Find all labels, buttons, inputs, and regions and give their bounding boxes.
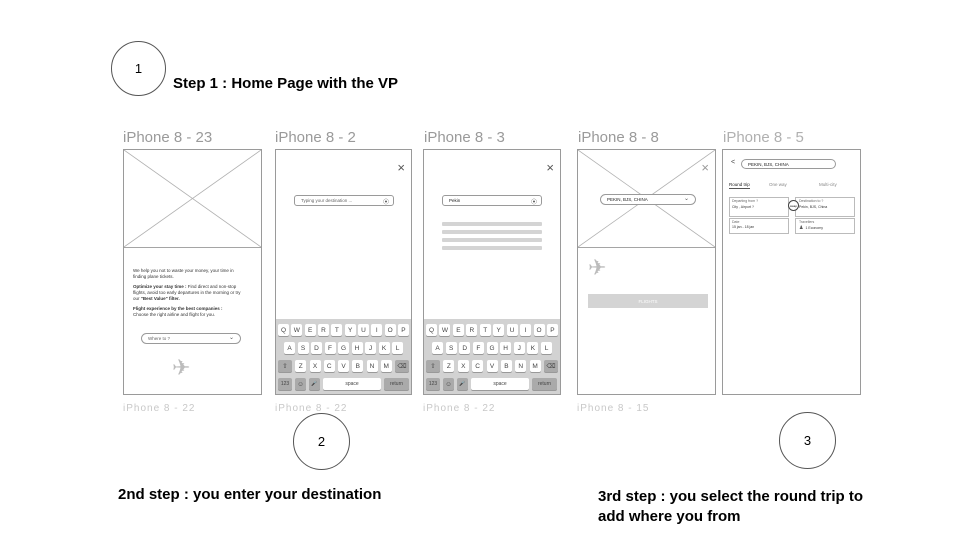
keyboard-row — [278, 378, 409, 390]
keyboard-row — [432, 342, 552, 354]
key[interactable]: Y — [345, 324, 356, 336]
key[interactable]: I — [520, 324, 531, 336]
vp-rest: Find direct and non-stop — [186, 284, 237, 289]
flights-button[interactable] — [588, 294, 708, 308]
key[interactable]: S — [298, 342, 309, 354]
key[interactable]: B — [352, 360, 363, 372]
field-label: Departing from ? — [732, 199, 759, 203]
step-number: 3 — [803, 433, 812, 448]
key[interactable]: T — [480, 324, 491, 336]
key[interactable]: O — [385, 324, 396, 336]
tab-round-trip[interactable]: Round trip — [729, 182, 750, 187]
key[interactable]: O — [534, 324, 545, 336]
emoji-icon[interactable]: ☺ — [295, 378, 306, 390]
back-icon[interactable]: < — [731, 159, 736, 166]
key[interactable]: I — [371, 324, 382, 336]
key[interactable]: M — [381, 360, 392, 372]
key[interactable]: Z — [443, 360, 454, 372]
phone-frame-round-trip — [722, 149, 861, 395]
key[interactable]: D — [459, 342, 470, 354]
step-number-circle — [293, 413, 350, 470]
dropdown-label: Where to ? — [148, 336, 171, 341]
key[interactable]: W — [291, 324, 302, 336]
keyboard-row — [278, 360, 409, 372]
location-pin-icon: ⦿ — [530, 200, 537, 206]
field-label: Travellers — [799, 220, 815, 224]
keyboard-row — [426, 360, 558, 372]
destination-input[interactable] — [442, 195, 542, 206]
vp-line: Choose the right airline and flight for you. — [133, 312, 216, 317]
field-value: City , Airport ? — [732, 205, 754, 209]
shift-key[interactable]: ⇧ — [278, 360, 292, 372]
key[interactable]: S — [446, 342, 457, 354]
field-label: Date — [732, 220, 740, 224]
close-icon[interactable]: × — [546, 160, 554, 175]
key[interactable]: U — [358, 324, 369, 336]
field-value: 1 Economy — [805, 226, 823, 230]
numbers-key[interactable]: 123 — [278, 378, 292, 390]
key[interactable]: G — [338, 342, 349, 354]
person-icon: ♟ — [799, 225, 804, 231]
suggestion-item[interactable] — [442, 238, 542, 242]
key[interactable]: K — [527, 342, 538, 354]
field-label: Destination to ? — [799, 199, 824, 203]
key[interactable]: H — [352, 342, 363, 354]
step-number-circle — [779, 412, 836, 469]
key[interactable]: C — [324, 360, 335, 372]
numbers-key[interactable]: 123 — [426, 378, 440, 390]
key[interactable]: R — [466, 324, 477, 336]
vp-line: finding plane tickets. — [133, 274, 174, 279]
key[interactable]: U — [507, 324, 518, 336]
key[interactable]: N — [367, 360, 378, 372]
key[interactable]: Y — [493, 324, 504, 336]
travellers-field[interactable] — [795, 218, 855, 234]
vp-line: flights, avoid too early departures in the morning or try — [133, 290, 241, 295]
destination-dropdown[interactable] — [600, 194, 696, 205]
suggestion-item[interactable] — [442, 246, 542, 250]
vp-bold: Optimize your stay time : — [133, 284, 187, 289]
key[interactable]: V — [338, 360, 349, 372]
step-caption-line: add where you from — [598, 508, 741, 525]
key[interactable]: C — [472, 360, 483, 372]
field-value: 15 jan - 18 jan — [732, 225, 755, 229]
suggestion-item[interactable] — [442, 222, 542, 226]
key[interactable]: P — [398, 324, 409, 336]
key[interactable]: E — [305, 324, 316, 336]
key[interactable]: G — [487, 342, 498, 354]
key[interactable]: M — [530, 360, 541, 372]
keyboard-row — [426, 378, 558, 390]
key[interactable]: N — [515, 360, 526, 372]
frame-title: iPhone 8 - 3 — [424, 129, 505, 146]
keyboard-row — [426, 324, 558, 336]
key[interactable]: L — [541, 342, 552, 354]
key[interactable]: T — [331, 324, 342, 336]
phone-frame-results — [423, 149, 561, 395]
chevron-down-icon: ⌄ — [683, 196, 689, 202]
step-caption-line: 3rd step : you select the round trip to — [598, 488, 864, 505]
tab-multi-city[interactable]: Multi-city — [819, 182, 837, 187]
step-number-circle — [111, 41, 166, 96]
delete-key[interactable]: ⌫ — [544, 360, 558, 372]
vp-pre: our — [133, 296, 141, 301]
step-caption: 2nd step : you enter your destination — [118, 486, 382, 503]
date-field[interactable] — [729, 218, 789, 234]
input-value: PEKIN, BJS, CHINA — [748, 161, 789, 167]
phone-frame-search — [275, 149, 412, 395]
dropdown-value: PEKIN, BJS, CHINA — [607, 197, 648, 202]
input-placeholder: Typing your destination ... — [301, 198, 353, 203]
key[interactable]: R — [318, 324, 329, 336]
frame-caption-below: iPhone 8 - 15 — [577, 403, 650, 413]
frame-title: iPhone 8 - 5 — [723, 129, 804, 146]
key[interactable]: F — [325, 342, 336, 354]
keyboard-row — [278, 324, 409, 336]
vp-bold: Flight experience by the best companies : — [133, 306, 223, 311]
key[interactable]: W — [439, 324, 450, 336]
destination-field[interactable] — [795, 197, 855, 217]
keyboard — [424, 319, 560, 394]
shift-key[interactable]: ⇧ — [426, 360, 440, 372]
destination-input[interactable] — [294, 195, 394, 206]
plane-icon: ✈ — [172, 355, 191, 380]
step-number: 1 — [134, 61, 143, 76]
key[interactable]: P — [547, 324, 558, 336]
key[interactable]: F — [473, 342, 484, 354]
keyboard-row — [284, 342, 403, 354]
phone-frame-home — [123, 149, 262, 395]
key[interactable]: Z — [295, 360, 306, 372]
emoji-icon[interactable]: ☺ — [443, 378, 454, 390]
frame-title: iPhone 8 - 23 — [123, 129, 213, 146]
microphone-icon[interactable]: 🎤 — [309, 378, 320, 390]
key[interactable]: J — [365, 342, 376, 354]
key[interactable]: K — [379, 342, 390, 354]
frame-caption-below: iPhone 8 - 22 — [123, 403, 196, 413]
key[interactable]: L — [392, 342, 403, 354]
key[interactable]: J — [514, 342, 525, 354]
frame-caption-below: iPhone 8 - 22 — [275, 403, 348, 413]
frame-title: iPhone 8 - 2 — [275, 129, 356, 146]
key[interactable]: A — [432, 342, 443, 354]
step-number: 2 — [317, 434, 326, 449]
space-key[interactable]: space — [471, 378, 529, 390]
image-placeholder-icon — [123, 149, 262, 248]
vp-bold: "Best Value" filter. — [140, 296, 180, 301]
swap-label: swap — [789, 203, 797, 208]
button-label: FLIGHTS — [638, 298, 658, 304]
value-proposition-text — [133, 268, 259, 318]
key[interactable]: D — [311, 342, 322, 354]
trip-tabs — [729, 182, 854, 192]
location-pin-icon: ⦿ — [382, 200, 389, 206]
phone-frame-selected — [577, 149, 716, 395]
step-caption — [598, 487, 863, 527]
key[interactable]: X — [458, 360, 469, 372]
frame-caption-below: iPhone 8 - 22 — [423, 403, 496, 413]
suggestion-item[interactable] — [442, 230, 542, 234]
tab-one-way[interactable]: One way — [769, 182, 787, 187]
swap-icon[interactable] — [788, 200, 799, 211]
step-caption: Step 1 : Home Page with the VP — [173, 75, 399, 92]
key[interactable]: Q — [278, 324, 289, 336]
key[interactable]: H — [500, 342, 511, 354]
microphone-icon[interactable]: 🎤 — [457, 378, 468, 390]
key[interactable]: Q — [426, 324, 437, 336]
key[interactable]: V — [487, 360, 498, 372]
chevron-down-icon: ⌄ — [228, 335, 234, 341]
frame-title: iPhone 8 - 8 — [578, 129, 659, 146]
travellers-row — [796, 225, 854, 231]
field-value: Pekin, BJS, China — [799, 205, 828, 209]
input-value: Pekin — [449, 198, 461, 203]
departing-field[interactable] — [729, 197, 789, 217]
where-to-dropdown[interactable] — [141, 333, 241, 344]
key[interactable]: B — [501, 360, 512, 372]
return-key[interactable]: return — [532, 378, 557, 390]
plane-icon: ✈ — [588, 255, 607, 280]
close-icon[interactable]: × — [397, 160, 405, 175]
delete-key[interactable]: ⌫ — [395, 360, 409, 372]
key[interactable]: E — [453, 324, 464, 336]
key[interactable]: X — [310, 360, 321, 372]
key[interactable]: A — [284, 342, 295, 354]
close-icon[interactable]: × — [701, 160, 709, 175]
vp-line: We help you not to waste your money, your time in — [133, 268, 234, 273]
return-key[interactable]: return — [384, 378, 409, 390]
keyboard — [276, 319, 411, 394]
destination-input[interactable] — [741, 159, 836, 169]
space-key[interactable]: space — [323, 378, 381, 390]
